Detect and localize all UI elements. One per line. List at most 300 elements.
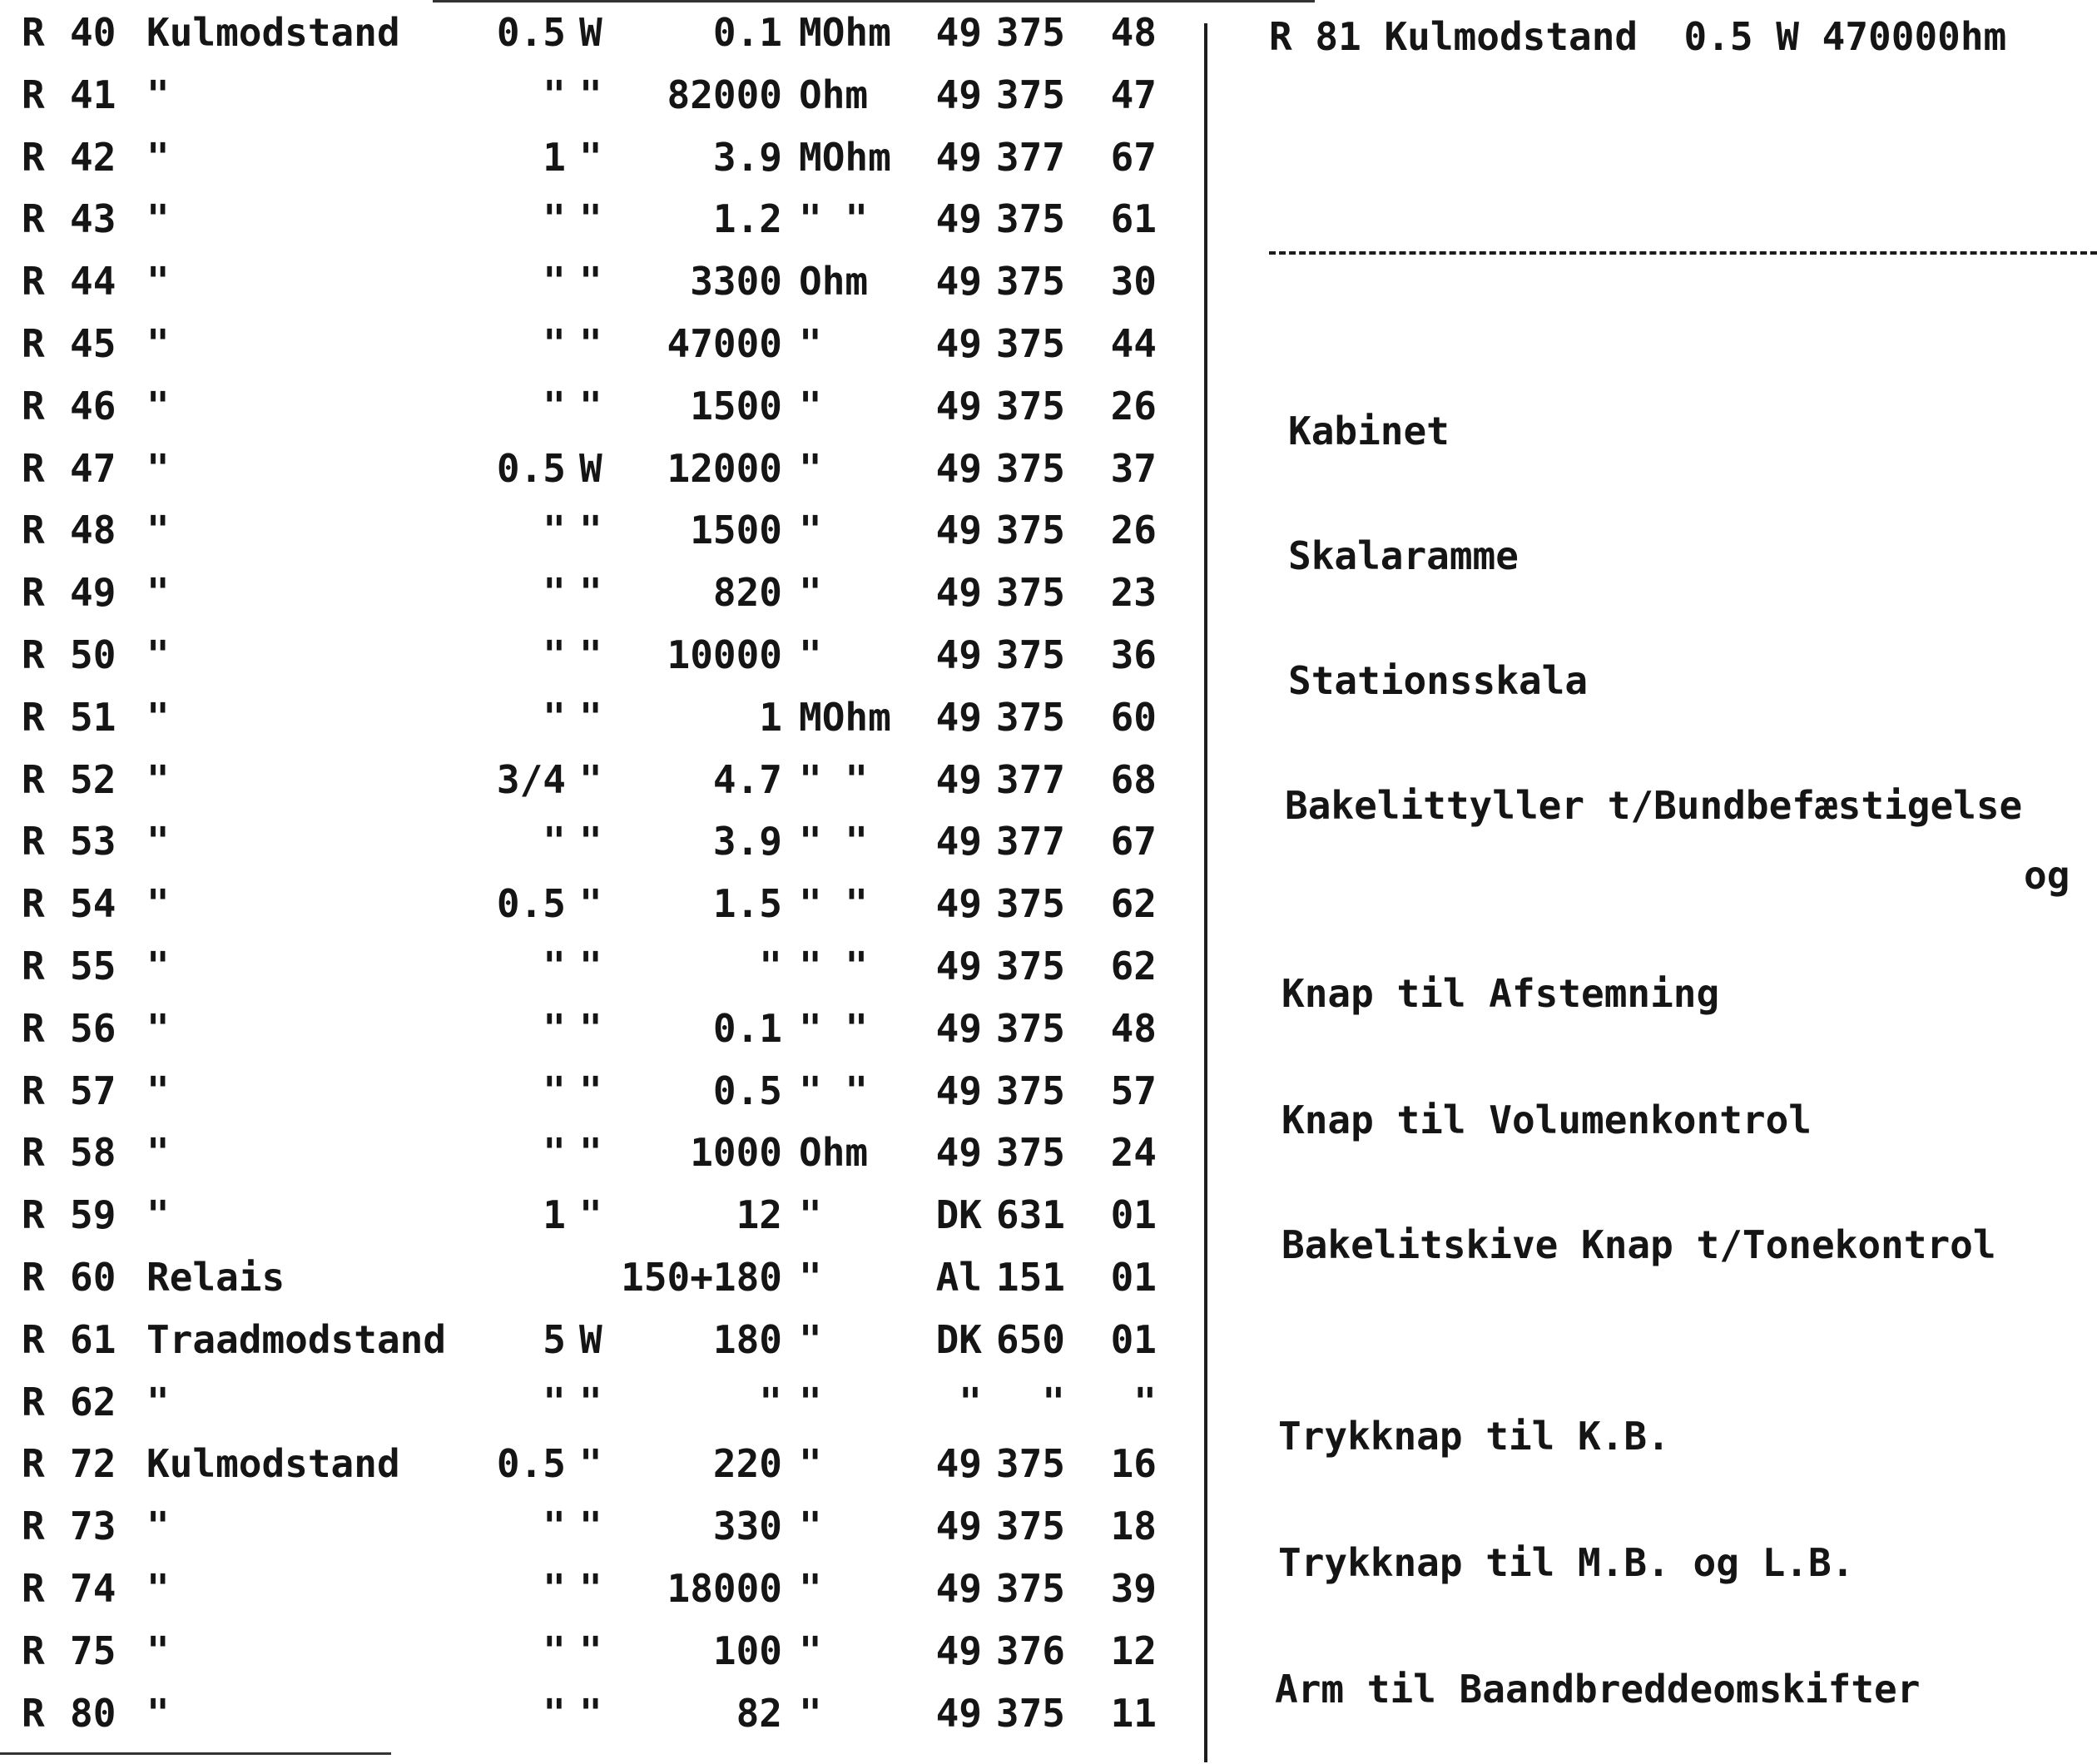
cell-watt: 3/4 [496,756,566,802]
cell-num: 43 [70,196,116,242]
cell-ref: R [22,694,45,740]
table-row [0,563,1198,622]
cell-val: 82000 [667,72,782,117]
cell-watt: " [543,694,566,740]
cell-b: 375 [995,72,1065,117]
item-knap-afstemning: Knap til Afstemning [1282,971,1720,1016]
cell-watt: " [543,321,566,366]
cell-vunit: " " [799,944,869,989]
cell-c: 48 [1110,1005,1157,1051]
cell-b: 375 [995,1566,1065,1611]
cell-c: 24 [1110,1130,1157,1176]
cell-b: 377 [995,134,1065,180]
table-row [0,875,1198,933]
cell-unit: " [579,1504,602,1549]
cell-b: 377 [995,756,1065,802]
cell-vunit: Ohm [799,1130,869,1176]
table-row [0,1373,1198,1431]
cell-c: 62 [1110,881,1157,927]
cell-a: 49 [935,383,982,429]
cell-a: 49 [935,944,982,989]
cell-ref: R [22,819,45,865]
cell-ref: R [22,72,45,117]
cell-vunit: " " [799,756,869,802]
cell-vunit: MOhm [799,134,891,180]
cell-desc: " [146,508,170,553]
cell-a: Al [935,1255,982,1300]
cell-a: DK [935,1192,982,1238]
cell-c: 36 [1110,632,1157,677]
item-trykknap-mb-lb: Trykknap til M.B. og L.B. [1278,1540,1855,1585]
cell-a: 49 [935,756,982,802]
item-arm-baandbredde: Arm til Baandbreddeomskifter [1275,1667,1921,1712]
cell-num: 74 [70,1566,116,1611]
cell-c: 67 [1110,134,1157,180]
cell-desc: Relais [146,1255,285,1300]
cell-b: 375 [995,944,1065,989]
cell-num: 60 [70,1255,116,1300]
cell-watt: " [543,1068,566,1113]
cell-watt: " [543,1690,566,1736]
cell-watt: " [543,1379,566,1425]
cell-c: 26 [1110,508,1157,553]
cell-val: 12 [736,1192,782,1238]
cell-ref: R [22,1068,45,1113]
cell-vunit: " [799,1566,822,1611]
cell-vunit: " [799,1690,822,1736]
item-trykknap-kb: Trykknap til K.B. [1278,1414,1670,1459]
table-row [0,66,1198,124]
cell-desc: " [146,1504,170,1549]
cell-watt: " [543,508,566,553]
cell-watt: " [543,1566,566,1611]
cell-val: 330 [712,1504,782,1549]
cell-vunit: MOhm [799,10,891,55]
cell-unit: " [579,134,602,180]
top-rule [433,0,1315,2]
cell-num: 61 [70,1316,116,1362]
cell-b: 375 [995,1068,1065,1113]
cell-num: 72 [70,1441,116,1487]
cell-unit: " [579,1192,602,1238]
cell-c: 57 [1110,1068,1157,1113]
table-row [0,377,1198,435]
cell-desc: Kulmodstand [146,1441,400,1487]
cell-desc: " [146,1690,170,1736]
cell-unit: W [579,1316,602,1362]
cell-a: 49 [935,1068,982,1113]
cell-num: 59 [70,1192,116,1238]
cell-ref: R [22,10,45,55]
item-og: og [2024,853,2070,898]
cell-watt: " [543,944,566,989]
table-row [0,999,1198,1058]
cell-b: 650 [995,1316,1065,1362]
cell-a: 49 [935,881,982,927]
cell-ref: R [22,1316,45,1362]
cell-c: " [1133,1379,1157,1425]
bottom-rule [0,1752,391,1755]
cell-ref: R [22,134,45,180]
table-row [0,937,1198,995]
cell-vunit: " [799,1379,822,1425]
cell-a: 49 [935,1504,982,1549]
cell-num: 53 [70,819,116,865]
cell-num: 52 [70,756,116,802]
cell-val: 1 [759,694,782,740]
cell-val: 820 [712,570,782,616]
cell-c: 67 [1110,819,1157,865]
cell-val: " [759,1379,782,1425]
cell-ref: R [22,632,45,677]
cell-ref: R [22,1690,45,1736]
cell-b: 375 [995,881,1065,927]
cell-a: 49 [935,321,982,366]
cell-num: 49 [70,570,116,616]
cell-b: 151 [995,1255,1065,1300]
cell-vunit: Ohm [799,72,869,117]
cell-c: 68 [1110,756,1157,802]
cell-c: 12 [1110,1628,1157,1673]
item-skalaramme: Skalaramme [1288,533,1519,578]
cell-vunit: " " [799,881,869,927]
cell-desc: " [146,1005,170,1051]
table-row [0,252,1198,310]
cell-unit: " [579,1005,602,1051]
cell-desc: " [146,259,170,305]
cell-ref: R [22,756,45,802]
cell-val: 1000 [690,1130,782,1176]
cell-watt: " [543,1628,566,1673]
cell-a: 49 [935,508,982,553]
item-bakelittyller: Bakelittyller t/Bundbefæstigelse [1285,783,2023,828]
cell-desc: " [146,1192,170,1238]
cell-b: 375 [995,10,1065,55]
cell-ref: R [22,1504,45,1549]
cell-unit: " [579,1068,602,1113]
table-row [0,128,1198,186]
cell-num: 58 [70,1130,116,1176]
cell-desc: " [146,1566,170,1611]
cell-val: 3300 [690,259,782,305]
cell-unit: " [579,321,602,366]
cell-unit: W [579,10,602,55]
cell-unit: " [579,570,602,616]
cell-val: " [759,944,782,989]
table-row [0,1497,1198,1555]
cell-ref: R [22,1130,45,1176]
cell-a: 49 [935,1628,982,1673]
cell-ref: R [22,881,45,927]
cell-c: 30 [1110,259,1157,305]
cell-desc: " [146,134,170,180]
cell-b: 377 [995,819,1065,865]
cell-vunit: " " [799,1005,869,1051]
cell-vunit: " [799,1628,822,1673]
cell-ref: R [22,570,45,616]
cell-desc: " [146,383,170,429]
cell-num: 62 [70,1379,116,1425]
cell-c: 11 [1110,1690,1157,1736]
item-stationsskala: Stationsskala [1288,658,1589,703]
cell-val: 150+180 [621,1255,782,1300]
cell-c: 26 [1110,383,1157,429]
cell-val: 18000 [667,1566,782,1611]
cell-num: 73 [70,1504,116,1549]
item-knap-volumen: Knap til Volumenkontrol [1282,1098,1812,1142]
cell-unit: " [579,1379,602,1425]
cell-b: 375 [995,570,1065,616]
cell-unit: " [579,508,602,553]
cell-unit: " [579,72,602,117]
cell-desc: " [146,570,170,616]
cell-ref: R [22,944,45,989]
cell-unit: " [579,944,602,989]
cell-a: " [959,1379,982,1425]
cell-c: 47 [1110,72,1157,117]
cell-c: 44 [1110,321,1157,366]
cell-ref: R [22,383,45,429]
cell-num: 80 [70,1690,116,1736]
cell-val: 1.5 [712,881,782,927]
table-row [0,1434,1198,1493]
cell-a: 49 [935,1566,982,1611]
cell-watt: " [543,632,566,677]
cell-c: 01 [1110,1316,1157,1362]
cell-desc: " [146,72,170,117]
cell-a: 49 [935,1441,982,1487]
item-kabinet: Kabinet [1288,409,1450,453]
cell-desc: Traadmodstand [146,1316,447,1362]
cell-val: 10000 [667,632,782,677]
cell-num: 40 [70,10,116,55]
table-row [0,1186,1198,1244]
cell-b: 375 [995,1504,1065,1549]
cell-desc: " [146,196,170,242]
cell-watt: " [543,383,566,429]
cell-watt: " [543,1005,566,1051]
cell-unit: " [579,1628,602,1673]
cell-unit: " [579,1441,602,1487]
cell-c: 18 [1110,1504,1157,1549]
cell-c: 01 [1110,1255,1157,1300]
cell-b: 375 [995,196,1065,242]
cell-desc: " [146,881,170,927]
cell-c: 60 [1110,694,1157,740]
cell-a: 49 [935,259,982,305]
table-row [0,1622,1198,1680]
cell-num: 44 [70,259,116,305]
cell-vunit: " [799,570,822,616]
cell-a: 49 [935,445,982,491]
cell-val: 0.1 [712,10,782,55]
table-row [0,751,1198,809]
cell-val: 100 [712,1628,782,1673]
cell-val: 3.9 [712,134,782,180]
cell-c: 48 [1110,10,1157,55]
cell-unit: " [579,196,602,242]
cell-num: 54 [70,881,116,927]
cell-vunit: MOhm [799,694,891,740]
table-row [0,1248,1198,1306]
cell-unit: " [579,756,602,802]
cell-unit: " [579,881,602,927]
cell-unit: " [579,1566,602,1611]
cell-b: 375 [995,508,1065,553]
table-row [0,1062,1198,1120]
cell-ref: R [22,259,45,305]
cell-val: 3.9 [712,819,782,865]
cell-watt: 0.5 [496,10,566,55]
cell-unit: " [579,1130,602,1176]
cell-num: 48 [70,508,116,553]
cell-ref: R [22,1441,45,1487]
cell-watt: " [543,570,566,616]
cell-b: 375 [995,259,1065,305]
cell-b: 375 [995,1690,1065,1736]
cell-vunit: " [799,1504,822,1549]
cell-num: 46 [70,383,116,429]
cell-num: 55 [70,944,116,989]
cell-ref: R [22,196,45,242]
cell-c: 39 [1110,1566,1157,1611]
cell-unit: " [579,694,602,740]
cell-val: 1.2 [712,196,782,242]
cell-desc: " [146,1068,170,1113]
cell-vunit: " [799,1316,822,1362]
cell-b: 375 [995,383,1065,429]
column-divider [1204,23,1207,1762]
cell-desc: " [146,1628,170,1673]
table-row [0,1559,1198,1618]
cell-vunit: " " [799,819,869,865]
cell-desc: " [146,632,170,677]
cell-vunit: " [799,632,822,677]
cell-watt: " [543,1504,566,1549]
cell-num: 56 [70,1005,116,1051]
cell-a: 49 [935,134,982,180]
cell-watt: " [543,1130,566,1176]
r81-line: R 81 Kulmodstand 0.5 W 470000hm [1269,14,2007,59]
cell-unit: " [579,1690,602,1736]
cell-b: " [1042,1379,1065,1425]
cell-val: 1500 [690,383,782,429]
cell-num: 41 [70,72,116,117]
cell-b: 375 [995,694,1065,740]
cell-vunit: " [799,1192,822,1238]
cell-b: 375 [995,321,1065,366]
cell-ref: R [22,1628,45,1673]
cell-c: 62 [1110,944,1157,989]
cell-a: 49 [935,694,982,740]
cell-ref: R [22,1005,45,1051]
cell-unit: " [579,259,602,305]
table-row [0,1684,1198,1742]
table-row [0,3,1198,62]
cell-watt: 1 [543,1192,566,1238]
cell-desc: Kulmodstand [146,10,400,55]
cell-a: 49 [935,632,982,677]
cell-unit: " [579,819,602,865]
cell-b: 375 [995,445,1065,491]
cell-watt: " [543,819,566,865]
cell-a: 49 [935,1130,982,1176]
cell-desc: " [146,321,170,366]
cell-c: 16 [1110,1441,1157,1487]
cell-watt: 0.5 [496,445,566,491]
cell-num: 75 [70,1628,116,1673]
cell-watt: " [543,259,566,305]
cell-watt: 0.5 [496,881,566,927]
cell-b: 631 [995,1192,1065,1238]
cell-unit: " [579,383,602,429]
cell-vunit: " [799,508,822,553]
cell-a: 49 [935,570,982,616]
cell-vunit: " [799,1255,822,1300]
cell-desc: " [146,1379,170,1425]
cell-a: 49 [935,196,982,242]
table-row [0,1311,1198,1369]
cell-num: 47 [70,445,116,491]
cell-ref: R [22,445,45,491]
table-row [0,501,1198,559]
cell-unit: " [579,632,602,677]
cell-a: 49 [935,819,982,865]
cell-b: 375 [995,1130,1065,1176]
cell-ref: R [22,1379,45,1425]
cell-num: 51 [70,694,116,740]
cell-a: 49 [935,1005,982,1051]
table-row [0,439,1198,498]
table-row [0,812,1198,870]
cell-vunit: " [799,1441,822,1487]
cell-watt: 5 [543,1316,566,1362]
cell-vunit: Ohm [799,259,869,305]
cell-val: 1500 [690,508,782,553]
cell-vunit: " [799,445,822,491]
cell-num: 45 [70,321,116,366]
cell-desc: " [146,944,170,989]
cell-val: 180 [712,1316,782,1362]
cell-watt: 1 [543,134,566,180]
cell-ref: R [22,1255,45,1300]
table-row [0,1123,1198,1182]
cell-a: 49 [935,1690,982,1736]
cell-b: 376 [995,1628,1065,1673]
cell-c: 23 [1110,570,1157,616]
cell-val: 4.7 [712,756,782,802]
cell-ref: R [22,1566,45,1611]
cell-vunit: " " [799,1068,869,1113]
cell-num: 57 [70,1068,116,1113]
cell-num: 50 [70,632,116,677]
cell-b: 375 [995,632,1065,677]
cell-a: 49 [935,72,982,117]
cell-c: 61 [1110,196,1157,242]
dashed-separator [1269,251,2097,255]
cell-val: 220 [712,1441,782,1487]
cell-b: 375 [995,1441,1065,1487]
cell-ref: R [22,508,45,553]
cell-desc: " [146,756,170,802]
cell-desc: " [146,819,170,865]
cell-vunit: " " [799,196,869,242]
table-row [0,626,1198,684]
item-bakelitskive: Bakelitskive Knap t/Tonekontrol [1282,1222,1996,1267]
cell-val: 47000 [667,321,782,366]
table-row [0,315,1198,373]
cell-watt: 0.5 [496,1441,566,1487]
